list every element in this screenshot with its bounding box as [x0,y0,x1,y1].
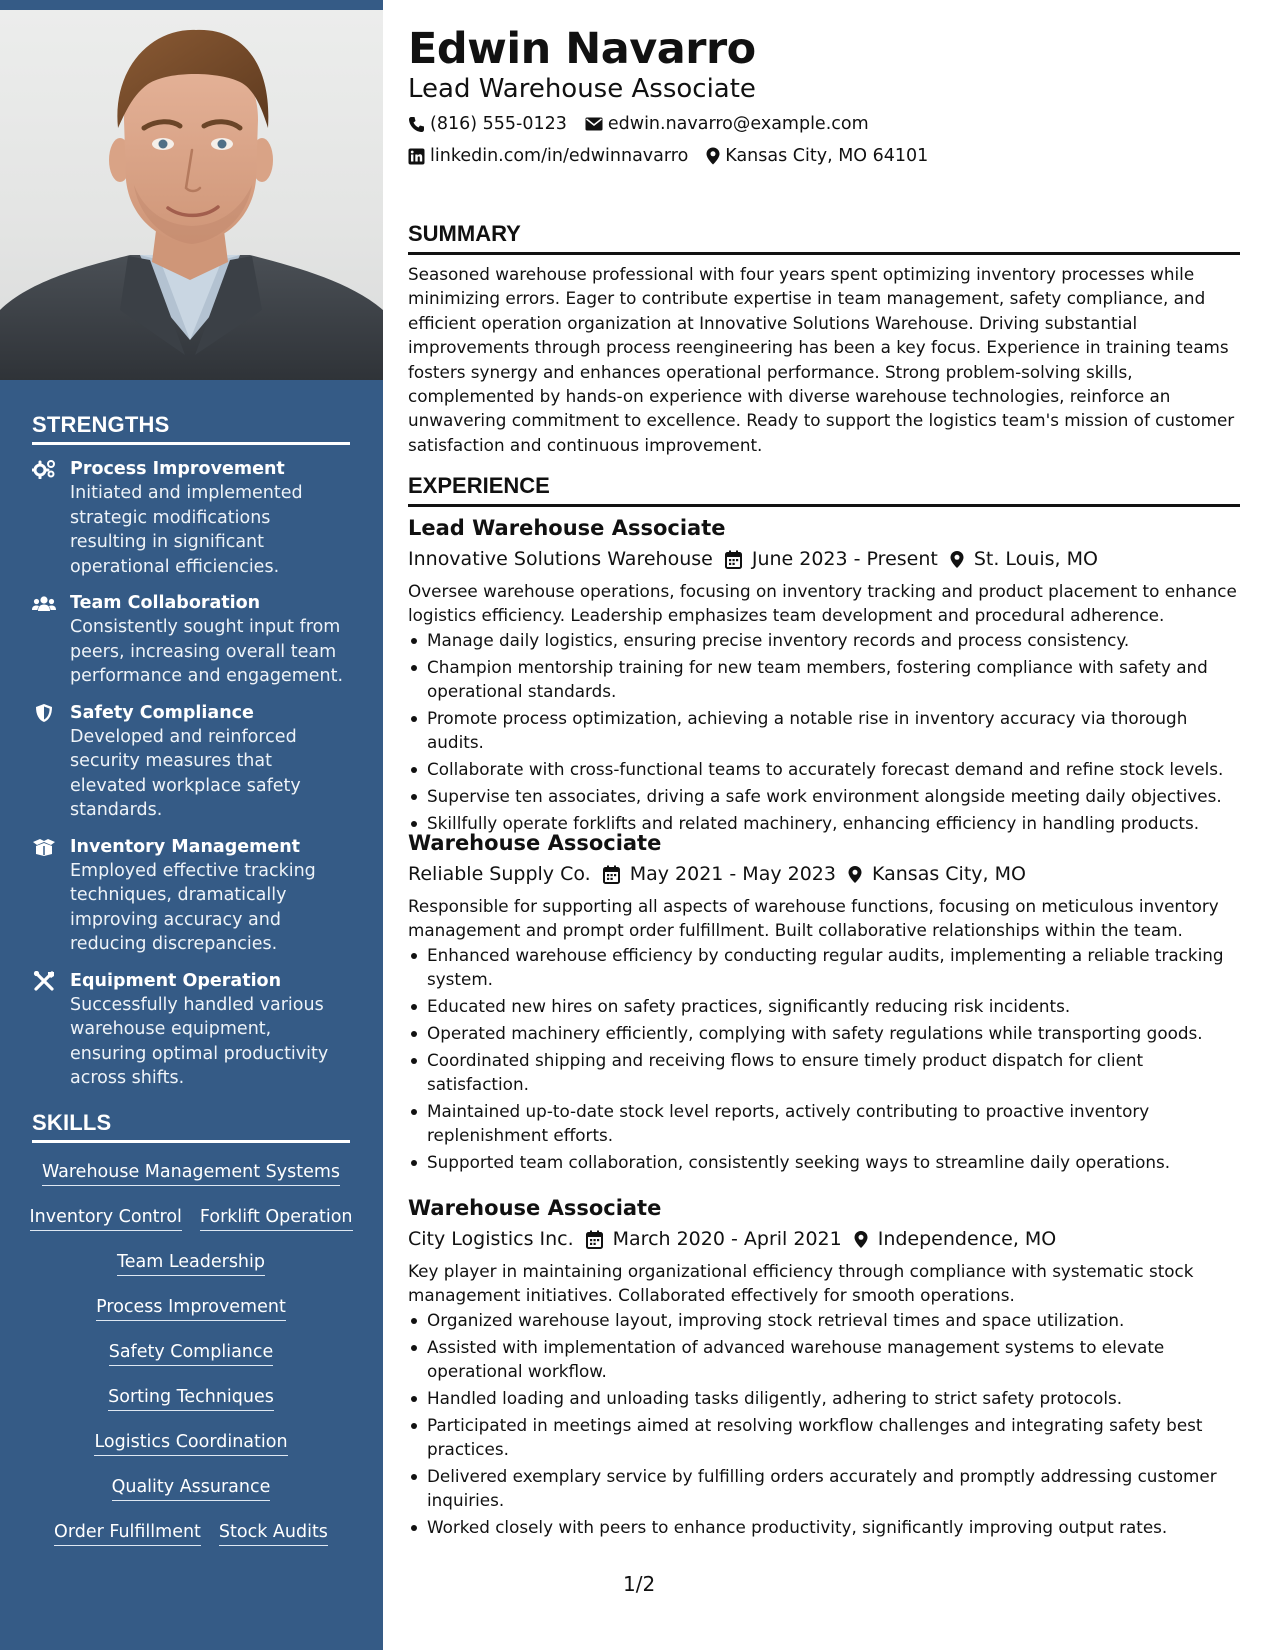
map-pin-icon [848,865,862,884]
candidate-name: Edwin Navarro [408,24,756,74]
summary-text: Seasoned warehouse professional with four years spent optimizing inventory processes while minimizing errors. Eager to contribute expertise in team management, safety compliance, and efficient operation organization at Innovative Solutions Warehouse. Driving substantial improvements through process reengineering has been a key focus. Experience in training teams fosters synergy and enhances operational performance. Strong problem-solving skills, complemented by hands-on experience with diverse warehouse technologies, reinforce an unwavering commitment to excellence. Ready to support the logistics team's mission of customer satisfaction and continuous improvement. [408,264,1235,455]
job-role: Warehouse Associate [408,1196,662,1220]
job-company: Innovative Solutions Warehouse [408,548,713,570]
bullet-item: Champion mentorship training for new team members, fostering compliance with safety and operational standards. [408,655,1240,703]
skill-tag: Safety Compliance [109,1342,274,1366]
contact-row [408,146,928,166]
candidate-title: Lead Warehouse Associate [408,74,756,104]
job-entry [408,1193,1240,1542]
page-number: 1/2 [623,1572,656,1596]
linkedin-icon [408,148,425,165]
bullet-item: Assisted with implementation of advanced warehouse management systems to elevate operational workflow. [408,1335,1240,1383]
job-location [950,544,1098,574]
bullet-item: Maintained up-to-date stock level reports, actively contributing to proactive inventory replenishment efforts. [408,1099,1240,1147]
job-description: Responsible for supporting all aspects of warehouse functions, focusing on meticulous inventory management and prompt order fulfillment. Built collaborative relationships within the team. [408,896,1219,940]
bullet-item: Manage daily logistics, ensuring precise inventory records and process consistency. [408,628,1240,652]
sidebar [0,0,383,1650]
skill-tag: Logistics Coordination [94,1432,287,1456]
calendar-icon [586,1230,603,1249]
profile-photo [0,10,383,380]
boxes-icon [32,837,56,857]
skills-list [29,1151,353,1556]
job-dates-text: June 2023 - Present [751,548,938,570]
summary-heading: SUMMARY [408,221,1240,255]
strengths-section [32,412,350,1091]
bullet-item: Coordinated shipping and receiving flows to ensure timely product dispatch for client satisfaction. [408,1048,1240,1096]
skill-tag: Quality Assurance [112,1477,271,1501]
job-entry [408,513,1240,838]
strength-item [32,591,350,689]
bullet-item: Supported team collaboration, consistently seeking ways to streamline daily operations. [408,1150,1240,1174]
map-pin-icon [854,1230,868,1249]
envelope-icon [585,117,603,131]
map-pin-icon [706,147,720,165]
strength-item [32,969,350,1091]
phone-text: (816) 555-0123 [430,114,567,134]
linkedin-link[interactable]: linkedin.com/in/edwinnavarro [430,146,689,166]
bullet-item: Promote process optimization, achieving a notable rise in inventory accuracy via thorough audits. [408,706,1240,754]
bullet-item: Collaborate with cross-functional teams to accurately forecast demand and refine stock levels. [408,757,1240,781]
job-location-text: Kansas City, MO [872,863,1026,885]
strength-description: Consistently sought input from peers, increasing overall team performance and engagement. [70,617,344,686]
users-icon [32,593,56,613]
portrait-illustration [0,10,383,380]
phone-contact [408,114,567,134]
bullet-item: Skillfully operate forklifts and related machinery, enhancing efficiency in handling products. [408,811,1240,835]
experience-heading: EXPERIENCE [408,473,1240,507]
job-meta [408,1224,1240,1254]
strength-title: Safety Compliance [70,702,254,723]
strength-description: Initiated and implemented strategic modifications resulting in significant operational efficiencies. [70,483,303,577]
bullet-item: Delivered exemplary service by fulfilling orders accurately and promptly addressing customer inquiries. [408,1464,1240,1512]
skill-tag: Order Fulfillment [54,1522,201,1546]
bullet-item: Organized warehouse layout, improving stock retrieval times and space utilization. [408,1308,1240,1332]
skill-tag: Forklift Operation [200,1207,353,1231]
skill-tag: Process Improvement [96,1297,286,1321]
tools-icon [32,971,56,991]
strengths-heading: STRENGTHS [32,412,350,445]
strength-item [32,457,350,579]
job-dates-text: May 2021 - May 2023 [629,863,836,885]
strength-item [32,701,350,823]
bullet-item: Handled loading and unloading tasks diligently, adhering to strict safety protocols. [408,1386,1240,1410]
strength-description: Employed effective tracking techniques, dramatically improving accuracy and reducing discrepancies. [70,860,316,954]
bullet-item: Supervise ten associates, driving a safe work environment alongside meeting daily objectives. [408,784,1240,808]
strength-description: Successfully handled various warehouse equipment, ensuring optimal productivity across shifts. [70,994,329,1088]
skill-tag: Warehouse Management Systems [42,1162,340,1186]
job-meta [408,544,1240,574]
job-location [848,859,1026,889]
strength-title: Process Improvement [70,459,285,479]
job-role: Lead Warehouse Associate [408,516,726,540]
job-description: Oversee warehouse operations, focusing on inventory tracking and product placement to enhance logistics efficiency. Leadership emphasizes team development and procedural adherence. [408,581,1237,625]
job-entry [408,828,1240,1177]
job-bullets [408,943,1240,1174]
job-meta [408,859,1240,889]
job-dates [603,859,836,889]
bullet-item: Operated machinery efficiently, complying with safety regulations while transporting goods. [408,1021,1240,1045]
location-contact [706,146,928,166]
skill-tag: Team Leadership [117,1252,265,1276]
bullet-item: Enhanced warehouse efficiency by conducting regular audits, implementing a reliable tracking system. [408,943,1240,991]
strength-description: Developed and reinforced security measures that elevated workplace safety standards. [70,726,301,820]
job-company: Reliable Supply Co. [408,863,591,885]
phone-icon [408,116,425,133]
gears-icon [32,459,56,479]
job-company: City Logistics Inc. [408,1228,574,1250]
bullet-item: Worked closely with peers to enhance productivity, significantly improving output rates. [408,1515,1240,1539]
job-location [854,1224,1057,1254]
skill-tag: Inventory Control [30,1207,182,1231]
bullet-item: Participated in meetings aimed at resolving workflow challenges and integrating safety best practices. [408,1413,1240,1461]
location-text: Kansas City, MO 64101 [725,146,929,166]
skills-section [29,1110,353,1556]
job-location-text: Independence, MO [877,1228,1057,1250]
map-pin-icon [950,550,964,569]
skill-tag: Sorting Techniques [108,1387,274,1411]
skill-tag: Stock Audits [219,1522,328,1546]
calendar-icon [603,865,620,884]
calendar-icon [725,550,742,569]
job-location-text: St. Louis, MO [973,548,1098,570]
strength-title: Team Collaboration [70,593,261,613]
strength-item [32,835,350,957]
job-dates [586,1224,842,1254]
strength-title: Inventory Management [70,836,301,857]
skills-heading: SKILLS [32,1110,350,1143]
linkedin-contact[interactable] [408,146,688,166]
job-bullets [408,1308,1240,1539]
job-role: Warehouse Associate [408,831,662,855]
strength-title: Equipment Operation [70,970,282,991]
job-bullets [408,628,1240,835]
shield-icon [32,703,56,723]
bullet-item: Educated new hires on safety practices, significantly reducing risk incidents. [408,994,1240,1018]
email-contact[interactable] [585,114,869,134]
job-description: Key player in maintaining organizational efficiency through compliance with systematic stock management initiatives. Collaborated effectively for smooth operations. [408,1261,1194,1305]
email-link[interactable]: edwin.navarro@example.com [607,114,869,134]
contact-row [408,114,869,134]
job-dates-text: March 2020 - April 2021 [612,1228,842,1250]
job-dates [725,544,938,574]
